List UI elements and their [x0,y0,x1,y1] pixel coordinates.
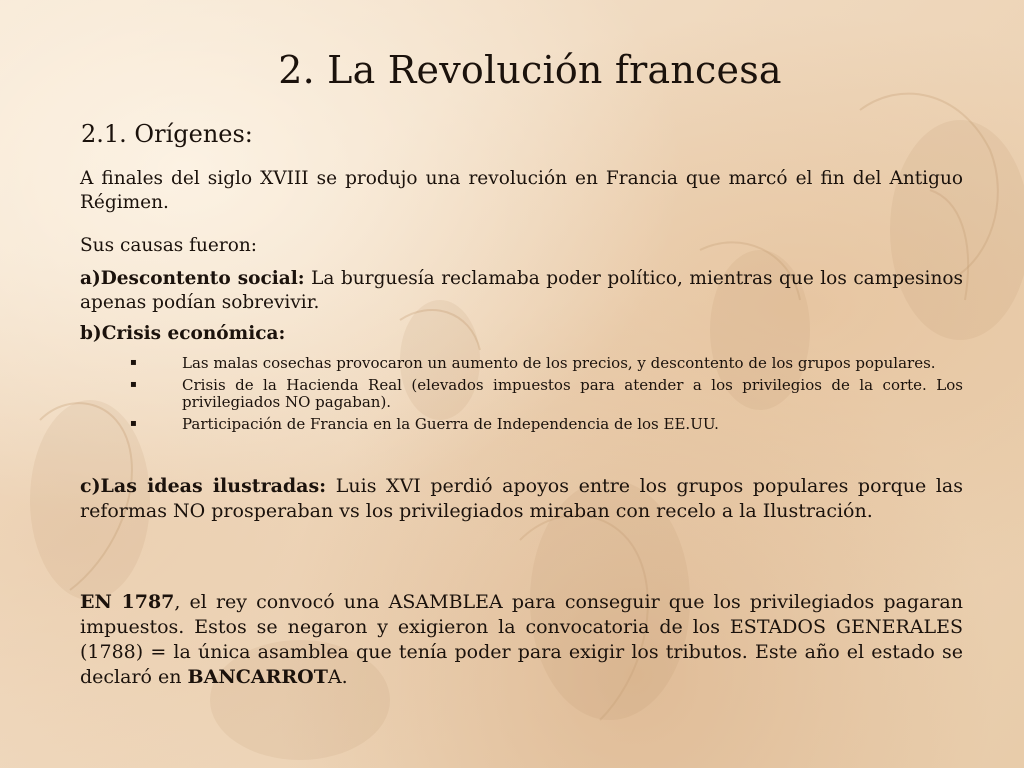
cause-a-paragraph [80,267,963,315]
square-bullet-icon: ▪ [130,418,137,429]
cause-c-text: Luis XVI perdió apoyos entre los grupos populares porque las reformas NO prosperaban vs los privilegiados miraban con recelo a la Ilustración. [80,475,964,522]
cause-b-heading [80,322,963,346]
page-title: 2. La Revolución francesa [278,48,782,92]
cause-c-paragraph [80,474,963,524]
list-item [130,377,963,411]
square-bullet-icon: ▪ [130,379,137,390]
list-item [130,416,963,433]
square-bullet-icon: ▪ [130,357,137,368]
cause-c-label: c)Las ideas ilustradas: [80,475,327,497]
list-item [130,355,963,372]
causes-lead: Sus causas fueron: [80,235,258,256]
cause-a-label: a)Descontento social: [80,268,305,289]
cause-b-bullet-list [130,355,963,438]
bullet-text: Crisis de la Hacienda Real (elevados impuestos para atender a los privilegios de la corte. Los privilegiados NO pagaban). [182,376,963,411]
cause-a-text: La burguesía reclamaba poder político, mientras que los campesinos apenas podían sobrevivir. [80,268,963,313]
bullet-text: Participación de Francia en la Guerra de Independencia de los EE.UU. [182,415,719,433]
assembly-tail: A. [327,666,348,688]
assembly-text: , el rey convocó una ASAMBLEA para conseguir que los privilegiados pagaran impuestos. Estos se negaron y exigieron la convocatoria de los ESTADOS GENERALES (1788) = la única asamblea que tenía poder para exigir los tributos. Este año el estado se declaró en [80,591,963,688]
cause-b-label: b)Crisis económica: [80,323,286,344]
bankruptcy-word: BANCARROT [187,666,328,688]
assembly-lead: EN 1787 [80,591,175,613]
bullet-text: Las malas cosechas provocaron un aumento de los precios, y descontento de los grupos populares. [182,354,936,372]
intro-paragraph: A finales del siglo XVIII se produjo una revolución en Francia que marcó el fin del Antiguo Régimen. [80,168,963,213]
section-heading: 2.1. Orígenes: [81,120,253,148]
assembly-paragraph [80,590,963,690]
